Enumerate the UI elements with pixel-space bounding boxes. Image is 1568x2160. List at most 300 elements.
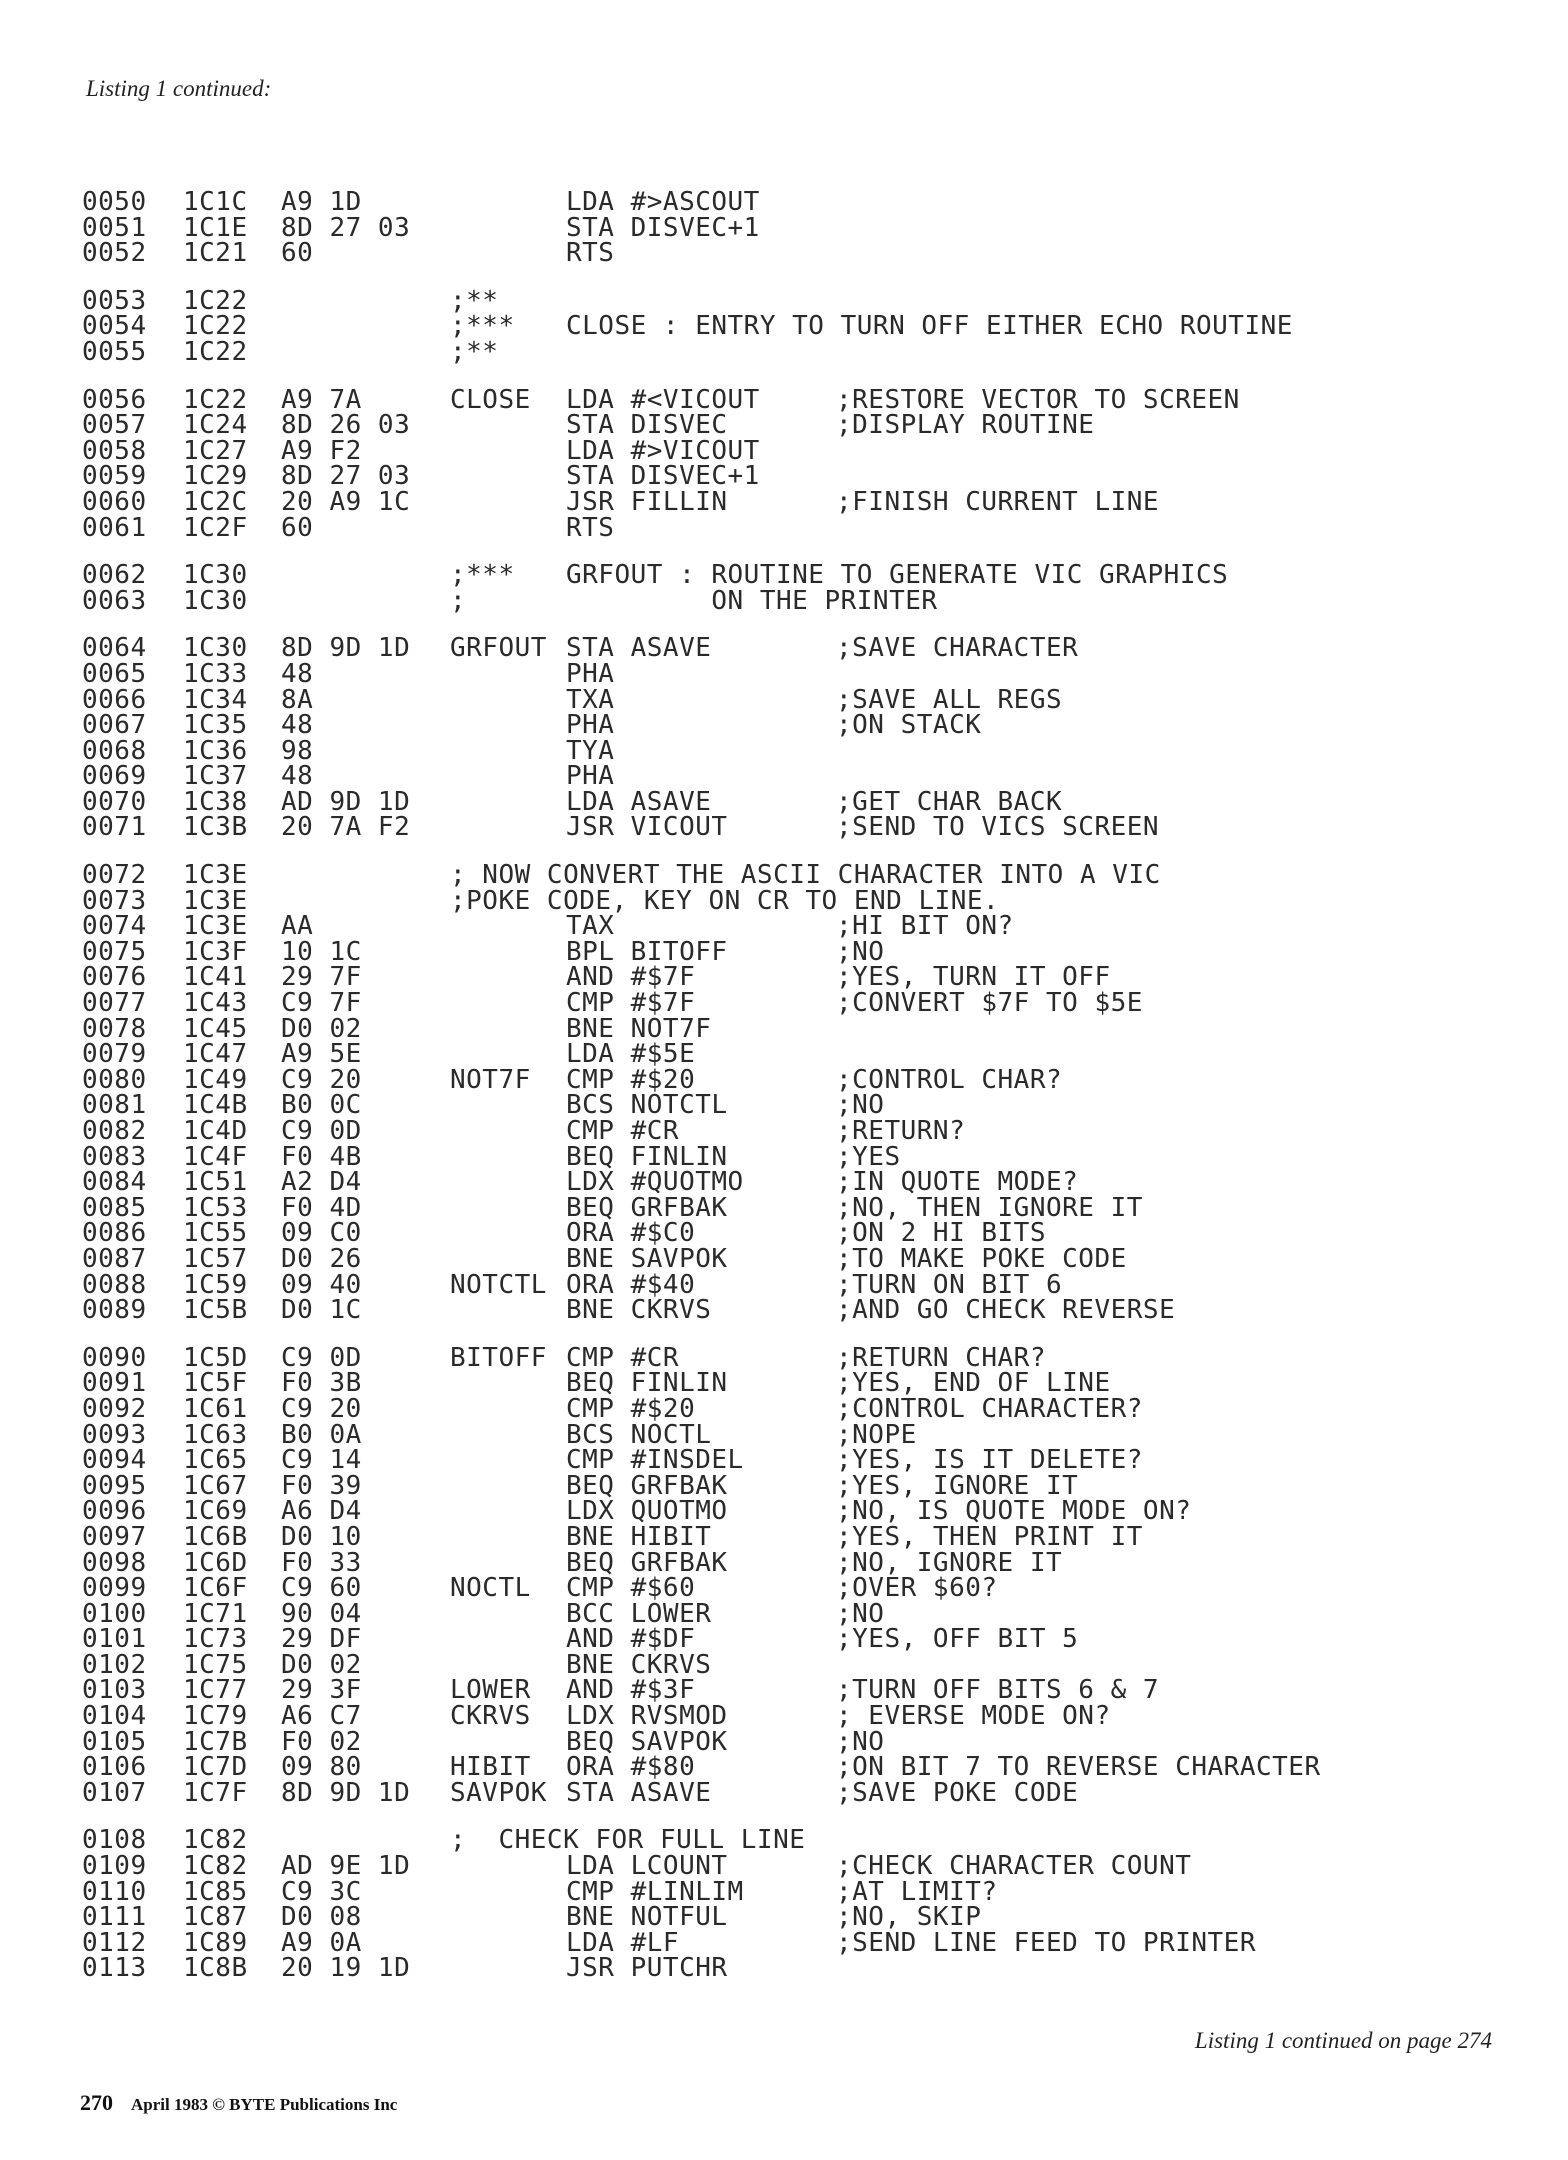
code-line [82,1247,1522,1273]
line-number: 0101 [82,1627,147,1653]
line-number: 0051 [82,215,147,242]
instruction: CMP #$7F [566,991,696,1017]
code-line [82,216,1522,242]
hex-bytes [281,563,450,589]
address: 1C63 [183,1422,248,1449]
code-line [82,1653,1522,1679]
label [450,1602,566,1628]
comment [836,340,1522,366]
hex-bytes: 48 [281,713,314,739]
page-footer [80,2090,397,2116]
hex-bytes [281,863,450,889]
instruction: LDA #$5E [566,1042,696,1068]
comment: ;NO, IS QUOTE MODE ON? [836,1499,1192,1525]
line-number: 0068 [82,738,147,765]
instruction: JSR VICOUT [566,815,728,842]
address: 1C5D [183,1345,248,1372]
hex-bytes: 09 40 [281,1272,362,1299]
comment: ;YES, END OF LINE [836,1371,1111,1397]
comment: ;TURN ON BIT 6 [836,1272,1063,1299]
address: 1C65 [183,1448,248,1474]
hex-bytes: 8D 9D 1D [281,636,411,662]
line-number: 0060 [82,489,147,516]
line-number: 0066 [82,687,147,714]
instruction: LDX QUOTMO [566,1499,728,1525]
code-line [82,388,1522,414]
code-block [82,1346,1522,1807]
code-line [82,589,1522,615]
comment: ;NO [836,1601,885,1628]
hex-bytes: 29 3F [281,1678,362,1705]
line-number: 0071 [82,815,147,842]
label: CKRVS [450,1704,531,1730]
hex-bytes [281,340,450,366]
comment: ;YES, IS IT DELETE? [836,1448,1143,1474]
address: 1C49 [183,1067,248,1094]
address: 1C7D [183,1755,248,1781]
line-number: 0095 [82,1473,147,1500]
comment [836,289,1522,315]
code-line [82,1119,1522,1145]
comment: ;DISPLAY ROUTINE [836,413,1095,439]
address: 1C75 [183,1652,248,1679]
instruction: ORA #$C0 [566,1221,696,1247]
address: 1C24 [183,413,248,439]
code-line [82,1017,1522,1043]
hex-bytes: F0 3B [281,1371,362,1397]
address: 1C2C [183,489,248,516]
comment: ;CONTROL CHAR? [836,1067,1063,1094]
hex-bytes: C9 3C [281,1879,362,1906]
label [450,713,566,739]
hex-bytes: C9 20 [281,1396,362,1423]
code-line [82,1273,1522,1299]
code-line [82,889,1522,915]
comment [836,764,1522,790]
comment: ;TURN OFF BITS 6 & 7 [836,1678,1160,1705]
code-line [82,1346,1522,1372]
continued-note: Listing 1 continued on page 274 [1194,2028,1492,2053]
line-number: 0064 [82,636,147,662]
instruction: BNE NOTFUL [566,1905,728,1931]
code-line [82,1931,1522,1957]
line-number: 0085 [82,1195,147,1222]
line-number: 0069 [82,764,147,790]
line-number: 0089 [82,1298,147,1324]
instruction: JSR FILLIN [566,489,728,516]
address: 1C4B [183,1093,248,1119]
hex-bytes [281,889,450,915]
code-line [82,439,1522,465]
comment: ;RETURN CHAR? [836,1345,1046,1372]
address: 1C6D [183,1550,248,1577]
address: 1C79 [183,1704,248,1730]
hex-bytes: 8D 27 03 [281,464,411,490]
line-number: 0070 [82,789,147,816]
line-number: 0063 [82,588,147,615]
code-block [82,388,1522,542]
address: 1C22 [183,314,248,340]
instruction: BEQ FINLIN [566,1371,728,1397]
comment: ;ON STACK [836,713,982,739]
label [450,815,566,841]
line-number: 0077 [82,991,147,1017]
instruction: LDX #QUOTMO [566,1170,744,1196]
comment: ;FINISH CURRENT LINE [836,489,1160,516]
address: 1C3E [183,888,248,915]
hex-bytes [281,589,450,615]
line-number: 0106 [82,1755,147,1781]
page-number: 270 [80,2090,113,2115]
listing-header: Listing 1 continued: [86,76,272,101]
label [450,688,566,714]
hex-bytes: D0 26 [281,1246,362,1273]
address: 1C2F [183,515,248,542]
comment: ;NO [836,1729,885,1756]
line-number: 0090 [82,1345,147,1372]
hex-bytes [281,289,450,315]
line-number: 0058 [82,438,147,465]
address: 1C3B [183,815,248,842]
code-line [82,1525,1522,1551]
comment: ;SAVE POKE CODE [836,1780,1079,1807]
hex-bytes: F0 33 [281,1550,362,1577]
instruction: GRFOUT : ROUTINE TO GENERATE VIC GRAPHICS [566,563,1229,589]
comment: ;TO MAKE POKE CODE [836,1246,1127,1273]
address: 1C55 [183,1221,248,1247]
comment [836,241,1522,267]
line-number: 0113 [82,1956,147,1982]
label [450,1474,566,1500]
comment [836,739,1522,765]
instruction: LDX RVSMOD [566,1704,728,1730]
address: 1C8B [183,1956,248,1982]
line-number: 0075 [82,939,147,966]
comment: ;NO [836,939,885,966]
address: 1C71 [183,1601,248,1628]
hex-bytes: C9 60 [281,1576,362,1602]
address: 1C45 [183,1016,248,1043]
line-number: 0092 [82,1396,147,1423]
line-number: 0105 [82,1729,147,1756]
hex-bytes: AA [281,914,314,940]
hex-bytes: 10 1C [281,939,362,966]
line-number: 0110 [82,1879,147,1906]
line-number: 0091 [82,1371,147,1397]
comment: ;YES, TURN IT OFF [836,965,1111,992]
code-block [82,1828,1522,1982]
label [450,1298,566,1324]
line-number: 0100 [82,1601,147,1628]
address: 1C22 [183,288,248,315]
hex-bytes: 48 [281,764,314,790]
label [450,516,566,542]
comment: ;AND GO CHECK REVERSE [836,1298,1176,1324]
label: HIBIT [450,1755,531,1781]
line-number: 0072 [82,863,147,889]
instruction: BEQ GRFBAK [566,1195,728,1222]
hex-bytes: C9 14 [281,1448,362,1474]
address: 1C34 [183,687,248,714]
instruction: CMP #LINLIM [566,1879,744,1906]
address: 1C47 [183,1042,248,1068]
label [450,1423,566,1449]
address: 1C82 [183,1854,248,1880]
hex-bytes: 90 04 [281,1601,362,1628]
instruction: TYA [566,738,615,765]
label: NOT7F [450,1067,531,1094]
code-line [82,340,1522,366]
comment: ;OVER $60? [836,1576,998,1602]
hex-bytes [281,1828,450,1854]
hex-bytes: 20 19 1D [281,1956,411,1982]
label: NOTCTL [450,1272,547,1299]
hex-bytes: B0 0A [281,1422,362,1449]
code-line [82,991,1522,1017]
code-line [82,314,1522,340]
code-line [82,815,1522,841]
label [450,241,566,267]
line-number: 0052 [82,241,147,267]
comment: ;CONVERT $7F TO $5E [836,991,1143,1017]
line-number: 0103 [82,1678,147,1705]
address: 1C4F [183,1144,248,1171]
code-line [82,1551,1522,1577]
address: 1C82 [183,1828,248,1855]
hex-bytes: B0 0C [281,1093,362,1119]
comment: ;NO, IGNORE IT [836,1550,1063,1577]
line-number: 0067 [82,713,147,739]
code-block [82,863,1522,1324]
hex-bytes [281,314,450,340]
label [450,1525,566,1551]
hex-bytes: 60 [281,515,314,542]
hex-bytes: AD 9E 1D [281,1854,411,1880]
address: 1C89 [183,1930,248,1957]
comment: ;SAVE ALL REGS [836,687,1063,714]
line-number: 0055 [82,339,147,366]
code-line [82,190,1522,216]
comment: ;NO, SKIP [836,1905,982,1931]
code-line [82,1298,1522,1324]
comment [836,190,1522,216]
comment [836,439,1522,465]
line-number: 0073 [82,888,147,915]
address: 1C3E [183,914,248,940]
code-line [82,1170,1522,1196]
address: 1C6B [183,1524,248,1551]
comment: ;SEND TO VICS SCREEN [836,815,1160,842]
comment [836,1042,1522,1068]
hex-bytes: A2 D4 [281,1170,362,1196]
instruction: BPL BITOFF [566,939,728,966]
line-number: 0050 [82,190,147,216]
comment: ;NO, THEN IGNORE IT [836,1195,1143,1222]
instruction: LDA #LF [566,1930,680,1957]
instruction [566,289,836,315]
hex-bytes: 60 [281,241,314,267]
label: LOWER [450,1678,531,1705]
comment: ;CHECK CHARACTER COUNT [836,1854,1192,1880]
instruction: CMP #$60 [566,1576,696,1602]
label: BITOFF [450,1345,547,1372]
address: 1C6F [183,1576,248,1602]
comment: ;YES, THEN PRINT IT [836,1524,1143,1551]
label [450,1854,566,1880]
hex-bytes: AD 9D 1D [281,789,411,816]
label [450,1371,566,1397]
label [450,413,566,439]
code-line [82,1828,1522,1854]
hex-bytes: A9 7A [281,387,362,414]
instruction: PHA [566,713,615,739]
code-line [82,1755,1522,1781]
instruction: BNE NOT7F [566,1016,712,1043]
address: 1C43 [183,991,248,1017]
label [450,464,566,490]
instruction: BEQ FINLIN [566,1144,728,1171]
instruction: BNE HIBIT [566,1524,712,1551]
comment: ;SEND LINE FEED TO PRINTER [836,1930,1256,1957]
address: 1C3E [183,863,248,889]
label: ;** [450,339,499,366]
line-number: 0097 [82,1524,147,1551]
code-line [82,764,1522,790]
label: ;** [450,288,499,315]
instruction: ORA #$80 [566,1755,696,1781]
label [450,1093,566,1119]
code-line [82,490,1522,516]
address: 1C57 [183,1246,248,1273]
hex-bytes: D0 08 [281,1905,362,1931]
line-number: 0059 [82,464,147,490]
line-number: 0065 [82,661,147,688]
address: 1C30 [183,636,248,662]
comment: ; EVERSE MODE ON? [836,1704,1111,1730]
label: ; [450,588,467,615]
line-number: 0079 [82,1042,147,1068]
label [450,1397,566,1423]
line-number: 0084 [82,1170,147,1196]
line-number: 0098 [82,1550,147,1577]
address: 1C5B [183,1298,248,1324]
instruction: CMP #$20 [566,1067,696,1094]
instruction: LDA #<VICOUT [566,387,760,414]
hex-bytes: A9 1D [281,190,362,216]
instruction: AND #$DF [566,1627,696,1653]
line-number: 0093 [82,1422,147,1449]
line-number: 0078 [82,1016,147,1043]
instruction: LDA LCOUNT [566,1854,728,1880]
label [450,991,566,1017]
line-number: 0088 [82,1272,147,1299]
label [450,1499,566,1525]
label [450,914,566,940]
label [450,1170,566,1196]
label [450,662,566,688]
line-number: 0053 [82,288,147,315]
address: 1C29 [183,464,248,490]
label [450,1880,566,1906]
instruction: CMP #CR [566,1119,680,1145]
address: 1C36 [183,738,248,765]
code-line [82,1397,1522,1423]
label: SAVPOK [450,1780,547,1807]
code-line [82,1627,1522,1653]
label [450,1042,566,1068]
instruction: STA ASAVE [566,636,712,662]
label [450,439,566,465]
comment: ;RESTORE VECTOR TO SCREEN [836,387,1240,414]
code-block [82,190,1522,267]
address: 1C4D [183,1119,248,1145]
line-number: 0062 [82,563,147,589]
address: 1C30 [183,588,248,615]
address: 1C3F [183,939,248,966]
code-line [82,1448,1522,1474]
hex-bytes: 8D 26 03 [281,413,411,439]
instruction: LDA ASAVE [566,789,712,816]
address: 1C87 [183,1905,248,1931]
hex-bytes: A6 D4 [281,1499,362,1525]
code-line [82,1196,1522,1222]
comment [836,516,1522,542]
hex-bytes: 09 80 [281,1755,362,1781]
code-line [82,790,1522,816]
line-number: 0102 [82,1652,147,1679]
comment: ;YES, OFF BIT 5 [836,1627,1079,1653]
code-line [82,1499,1522,1525]
instruction: BNE CKRVS [566,1298,712,1324]
label [450,940,566,966]
label [450,764,566,790]
label [450,1730,566,1756]
code-listing [82,190,1522,2004]
comment: ;YES [836,1144,901,1171]
code-line [82,1042,1522,1068]
line-number: 0096 [82,1499,147,1525]
hex-bytes: 09 C0 [281,1221,362,1247]
code-line [82,1474,1522,1500]
code-line [82,241,1522,267]
instruction: BNE CKRVS [566,1652,712,1679]
hex-bytes: 29 DF [281,1627,362,1653]
instruction: STA DISVEC [566,413,728,439]
code-line [82,636,1522,662]
instruction: AND #$7F [566,965,696,992]
instruction: CMP #$20 [566,1396,696,1423]
hex-bytes: 20 A9 1C [281,489,411,516]
code-block [82,289,1522,366]
address: 1C37 [183,764,248,790]
code-line [82,1093,1522,1119]
label [450,216,566,242]
hex-bytes: A6 C7 [281,1704,362,1730]
line-number: 0099 [82,1576,147,1602]
line-number: 0074 [82,914,147,940]
instruction: BCS NOTCTL [566,1093,728,1119]
label: ; NOW CONVERT THE ASCII CHARACTER INTO A VIC [450,863,1161,889]
instruction: CMP #INSDEL [566,1448,744,1474]
code-line [82,1905,1522,1931]
label [450,1196,566,1222]
instruction: PHA [566,661,615,688]
label: NOCTL [450,1576,531,1602]
label [450,190,566,216]
code-line [82,1956,1522,1982]
label [450,490,566,516]
label [450,1653,566,1679]
